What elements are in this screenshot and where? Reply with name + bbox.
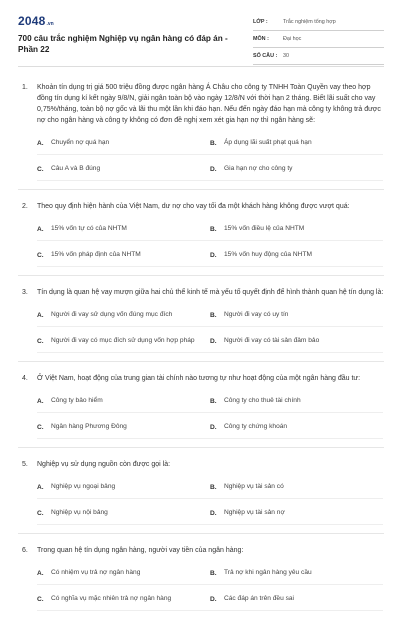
option-text: Công ty bảo hiểm xyxy=(51,397,103,405)
question-list xyxy=(18,82,384,622)
answer-option-b[interactable] xyxy=(210,135,383,155)
answer-option-c[interactable] xyxy=(37,591,210,611)
question-divider xyxy=(18,361,384,362)
question-number: 1. xyxy=(22,84,28,91)
answer-option-c[interactable] xyxy=(37,419,210,439)
answer-option-c[interactable] xyxy=(37,333,210,353)
meta-row-class xyxy=(253,14,384,31)
meta-label: SỐ CÂU : xyxy=(253,53,278,59)
question-text: Ở Việt Nam, hoạt động của trung gian tài chính nào tương tự như hoạt động của một ngân hàng đầu tư: xyxy=(37,375,361,382)
option-letter: C. xyxy=(37,251,44,259)
document-header xyxy=(18,14,384,64)
option-letter: A. xyxy=(37,311,44,319)
question-item xyxy=(18,82,384,190)
answer-options xyxy=(37,565,384,611)
question-text: Tín dụng là quan hệ vay mượn giữa hai chủ thể kinh tế mà yếu tố quyết định để hình thành quan hệ tín dụng là: xyxy=(37,289,384,296)
answer-option-b[interactable] xyxy=(210,307,383,327)
option-letter: B. xyxy=(210,397,217,405)
header-divider xyxy=(18,66,384,67)
document-meta xyxy=(253,14,384,65)
answer-option-d[interactable] xyxy=(210,333,383,353)
question-divider xyxy=(18,447,384,448)
meta-value: Đại học xyxy=(283,36,302,42)
answer-options xyxy=(37,307,384,353)
meta-row-subject xyxy=(253,31,384,48)
answer-option-c[interactable] xyxy=(37,247,210,267)
answer-option-a[interactable] xyxy=(37,135,210,155)
question-divider xyxy=(18,533,384,534)
option-text: Áp dụng lãi suất phạt quá hạn xyxy=(224,139,312,147)
answer-option-a[interactable] xyxy=(37,393,210,413)
option-text: Người đi vay có mục đích sử dụng vốn hợp pháp xyxy=(51,337,195,345)
question-text: Trong quan hệ tín dụng ngân hàng, người vay tiền của ngân hàng: xyxy=(37,547,244,554)
option-letter: D. xyxy=(210,595,217,603)
option-text: Nghiệp vụ ngoại bảng xyxy=(51,483,116,491)
answer-option-c[interactable] xyxy=(37,505,210,525)
option-text: Câu A và B đúng xyxy=(51,165,101,173)
answer-option-c[interactable] xyxy=(37,161,210,181)
option-text: Công ty chứng khoán xyxy=(224,423,288,431)
question-item xyxy=(18,287,384,362)
question-divider xyxy=(18,189,384,190)
logo-text: 2048 xyxy=(18,14,46,28)
option-letter: D. xyxy=(210,251,217,259)
question-number: 6. xyxy=(22,547,28,554)
question-text: Khoản tín dụng trị giá 500 triệu đồng được ngân hàng Á Châu cho công ty TNHH Toàn Quyền vay theo hợp đồng tín dụng kí kết ngày 9/8/N, giải ngân toàn bộ vào ngày 12/8/N với thời hạn 2 tháng. Biết lãi suất cho vay 0,75%/tháng, toàn bộ nợ gốc và lãi thu một lần khi đáo hạn. Nếu đến ngày đáo hạn mà công ty không trả được nợ cho ngân hàng và công ty không có đơn đề nghị xem xét gia hạn nợ thì ngân hàng sẽ: xyxy=(37,84,381,124)
option-text: 15% vốn huy động của NHTM xyxy=(224,251,312,259)
logo-suffix: .vn xyxy=(46,21,54,27)
meta-value: 30 xyxy=(283,53,289,59)
answer-option-b[interactable] xyxy=(210,393,383,413)
question-text: Theo quy định hiện hành của Việt Nam, dư nợ cho vay tối đa một khách hàng không được vượt quá: xyxy=(37,203,350,210)
answer-options xyxy=(37,479,384,525)
document-title: 700 câu trắc nghiệm Nghiệp vụ ngân hàng có đáp án - Phần 22 xyxy=(18,34,228,54)
meta-row-count xyxy=(253,48,384,65)
meta-label: MÔN : xyxy=(253,36,269,42)
option-letter: A. xyxy=(37,225,44,233)
answer-option-d[interactable] xyxy=(210,247,383,267)
option-text: Chuyển nợ quá hạn xyxy=(51,139,110,147)
answer-options xyxy=(37,393,384,439)
option-letter: D. xyxy=(210,165,217,173)
option-letter: A. xyxy=(37,397,44,405)
option-text: Gia hạn nợ cho công ty xyxy=(224,165,293,173)
option-text: Các đáp án trên đều sai xyxy=(224,595,295,603)
option-letter: C. xyxy=(37,423,44,431)
option-text: Công ty cho thuê tài chính xyxy=(224,397,301,405)
answer-option-a[interactable] xyxy=(37,221,210,241)
option-letter: B. xyxy=(210,483,217,491)
answer-option-b[interactable] xyxy=(210,221,383,241)
question-number: 3. xyxy=(22,289,28,296)
answer-options xyxy=(37,221,384,267)
option-text: 15% vốn điều lệ của NHTM xyxy=(224,225,305,233)
question-number: 5. xyxy=(22,461,28,468)
option-letter: C. xyxy=(37,337,44,345)
option-letter: C. xyxy=(37,509,44,517)
option-text: Nghiệp vụ nội bảng xyxy=(51,509,108,517)
answer-option-d[interactable] xyxy=(210,419,383,439)
option-letter: B. xyxy=(210,569,217,577)
question-item xyxy=(18,201,384,276)
question-text: Nghiệp vụ sử dụng nguồn còn được gọi là: xyxy=(37,461,171,468)
option-letter: B. xyxy=(210,225,217,233)
option-letter: B. xyxy=(210,311,217,319)
question-item xyxy=(18,459,384,534)
option-text: Trả nợ khi ngân hàng yêu cầu xyxy=(224,569,312,577)
option-text: Người đi vay có tài sản đảm bảo xyxy=(224,337,320,345)
option-letter: A. xyxy=(37,139,44,147)
option-text: Nghiệp vụ tài sản có xyxy=(224,483,284,491)
option-text: 15% vốn tự có của NHTM xyxy=(51,225,127,233)
option-text: Người đi vay sử dụng vốn đúng mục đích xyxy=(51,311,173,319)
option-letter: A. xyxy=(37,569,44,577)
answer-option-a[interactable] xyxy=(37,307,210,327)
answer-option-d[interactable] xyxy=(210,161,383,181)
question-item xyxy=(18,545,384,611)
option-letter: C. xyxy=(37,165,44,173)
option-letter: D. xyxy=(210,509,217,517)
site-logo[interactable] xyxy=(18,14,54,28)
option-letter: A. xyxy=(37,483,44,491)
meta-value: Trắc nghiệm tổng hợp xyxy=(283,19,336,25)
answer-option-b[interactable] xyxy=(210,479,383,499)
answer-option-a[interactable] xyxy=(37,479,210,499)
question-item xyxy=(18,373,384,448)
answer-option-d[interactable] xyxy=(210,591,383,611)
option-letter: D. xyxy=(210,337,217,345)
answer-option-d[interactable] xyxy=(210,505,383,525)
option-text: Có nhiệm vụ trả nợ ngân hàng xyxy=(51,569,141,577)
option-text: Có nghĩa vụ mặc nhiên trả nợ ngân hàng xyxy=(51,595,172,603)
question-number: 2. xyxy=(22,203,28,210)
answer-options xyxy=(37,135,384,181)
option-text: Ngân hàng Phương Đông xyxy=(51,423,127,431)
question-divider xyxy=(18,275,384,276)
answer-option-b[interactable] xyxy=(210,565,383,585)
option-letter: B. xyxy=(210,139,217,147)
answer-option-a[interactable] xyxy=(37,565,210,585)
question-number: 4. xyxy=(22,375,28,382)
option-text: 15% vốn pháp định của NHTM xyxy=(51,251,141,259)
option-text: Người đi vay có uy tín xyxy=(224,311,289,319)
option-letter: C. xyxy=(37,595,44,603)
option-letter: D. xyxy=(210,423,217,431)
option-text: Nghiệp vụ tài sản nợ xyxy=(224,509,285,517)
meta-label: LỚP : xyxy=(253,19,268,25)
